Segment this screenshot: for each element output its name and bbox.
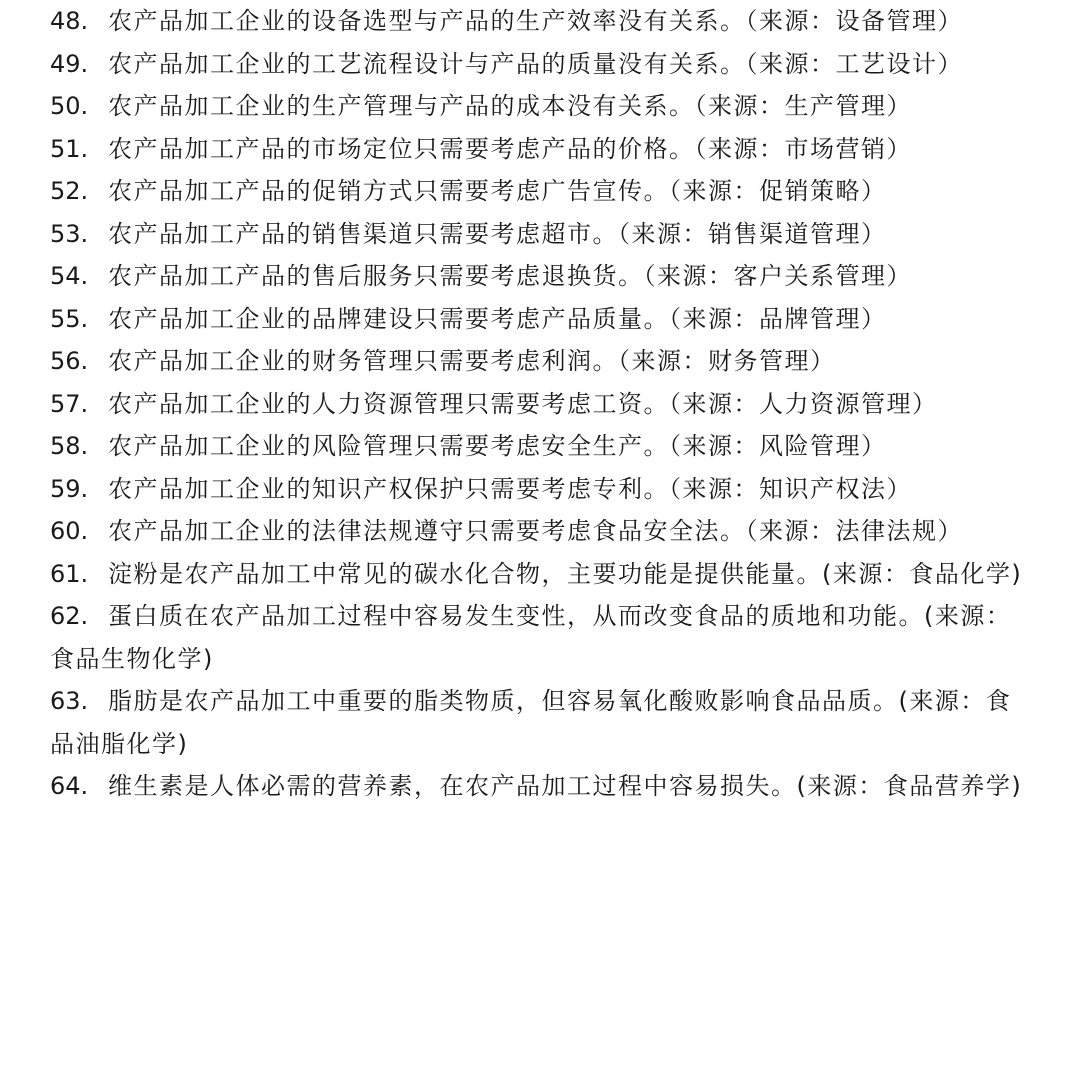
- list-item: [50, 595, 1035, 680]
- list-item: [50, 425, 1035, 468]
- item-number: 53.: [50, 219, 89, 248]
- item-number: 63.: [50, 687, 89, 715]
- list-item: [50, 468, 1035, 511]
- list-item: [50, 170, 1035, 213]
- list-item: [50, 765, 1035, 808]
- item-number: 56.: [50, 347, 89, 375]
- list-item: [50, 680, 1035, 765]
- item-number: 52.: [50, 177, 89, 205]
- item-text: 淀粉是农产品加工中常见的碳水化合物，主要功能是提供能量。(来源：食品化学): [108, 559, 1023, 588]
- item-number: 48.: [50, 7, 89, 35]
- item-number: 50.: [50, 92, 89, 120]
- item-number: 62.: [50, 602, 89, 630]
- item-number: 49.: [50, 49, 89, 78]
- list-item: [50, 553, 1035, 596]
- list-item: [50, 340, 1035, 383]
- item-number: 57.: [50, 389, 89, 418]
- item-number: 51.: [50, 134, 89, 163]
- list-item: [50, 255, 1035, 298]
- item-text: 农产品加工企业的风险管理只需要考虑安全生产。（来源：风险管理）: [108, 432, 887, 460]
- item-text: 脂肪是农产品加工中重要的脂类物质，但容易氧化酸败影响食品品质。(来源：食品油脂化学): [50, 687, 1012, 758]
- list-item: [50, 510, 1035, 553]
- item-text: 农产品加工产品的售后服务只需要考虑退换货。（来源：客户关系管理）: [108, 262, 912, 290]
- list-item: [50, 128, 1035, 171]
- item-text: 农产品加工产品的市场定位只需要考虑产品的价格。（来源：市场营销）: [108, 134, 912, 163]
- item-text: 维生素是人体必需的营养素，在农产品加工过程中容易损失。(来源：食品营养学): [108, 772, 1023, 800]
- item-text: 农产品加工企业的法律法规遵守只需要考虑食品安全法。（来源：法律法规）: [108, 517, 963, 545]
- item-text: 农产品加工产品的促销方式只需要考虑广告宣传。（来源：促销策略）: [108, 177, 887, 205]
- item-text: 农产品加工企业的生产管理与产品的成本没有关系。（来源：生产管理）: [108, 92, 912, 120]
- document-page: [50, 0, 1035, 808]
- item-number: 64.: [50, 772, 89, 800]
- item-text: 农产品加工企业的设备选型与产品的生产效率没有关系。（来源：设备管理）: [108, 7, 963, 35]
- list-item: [50, 43, 1035, 86]
- item-number: 59.: [50, 474, 89, 503]
- item-text: 蛋白质在农产品加工过程中容易发生变性，从而改变食品的质地和功能。(来源：食品生物化学): [50, 602, 1012, 673]
- item-text: 农产品加工企业的人力资源管理只需要考虑工资。（来源：人力资源管理）: [108, 389, 938, 418]
- list-item: [50, 383, 1035, 426]
- item-number: 61.: [50, 559, 89, 588]
- item-number: 60.: [50, 517, 89, 545]
- item-text: 农产品加工企业的财务管理只需要考虑利润。（来源：财务管理）: [108, 347, 836, 375]
- item-text: 农产品加工企业的品牌建设只需要考虑产品质量。（来源：品牌管理）: [108, 304, 887, 333]
- item-number: 54.: [50, 262, 89, 290]
- item-text: 农产品加工企业的知识产权保护只需要考虑专利。（来源：知识产权法）: [108, 474, 912, 503]
- list-item: [50, 298, 1035, 341]
- item-number: 55.: [50, 304, 89, 333]
- item-text: 农产品加工产品的销售渠道只需要考虑超市。（来源：销售渠道管理）: [108, 219, 887, 248]
- list-item: [50, 0, 1035, 43]
- item-text: 农产品加工企业的工艺流程设计与产品的质量没有关系。（来源：工艺设计）: [108, 49, 963, 78]
- list-item: [50, 213, 1035, 256]
- item-number: 58.: [50, 432, 89, 460]
- list-item: [50, 85, 1035, 128]
